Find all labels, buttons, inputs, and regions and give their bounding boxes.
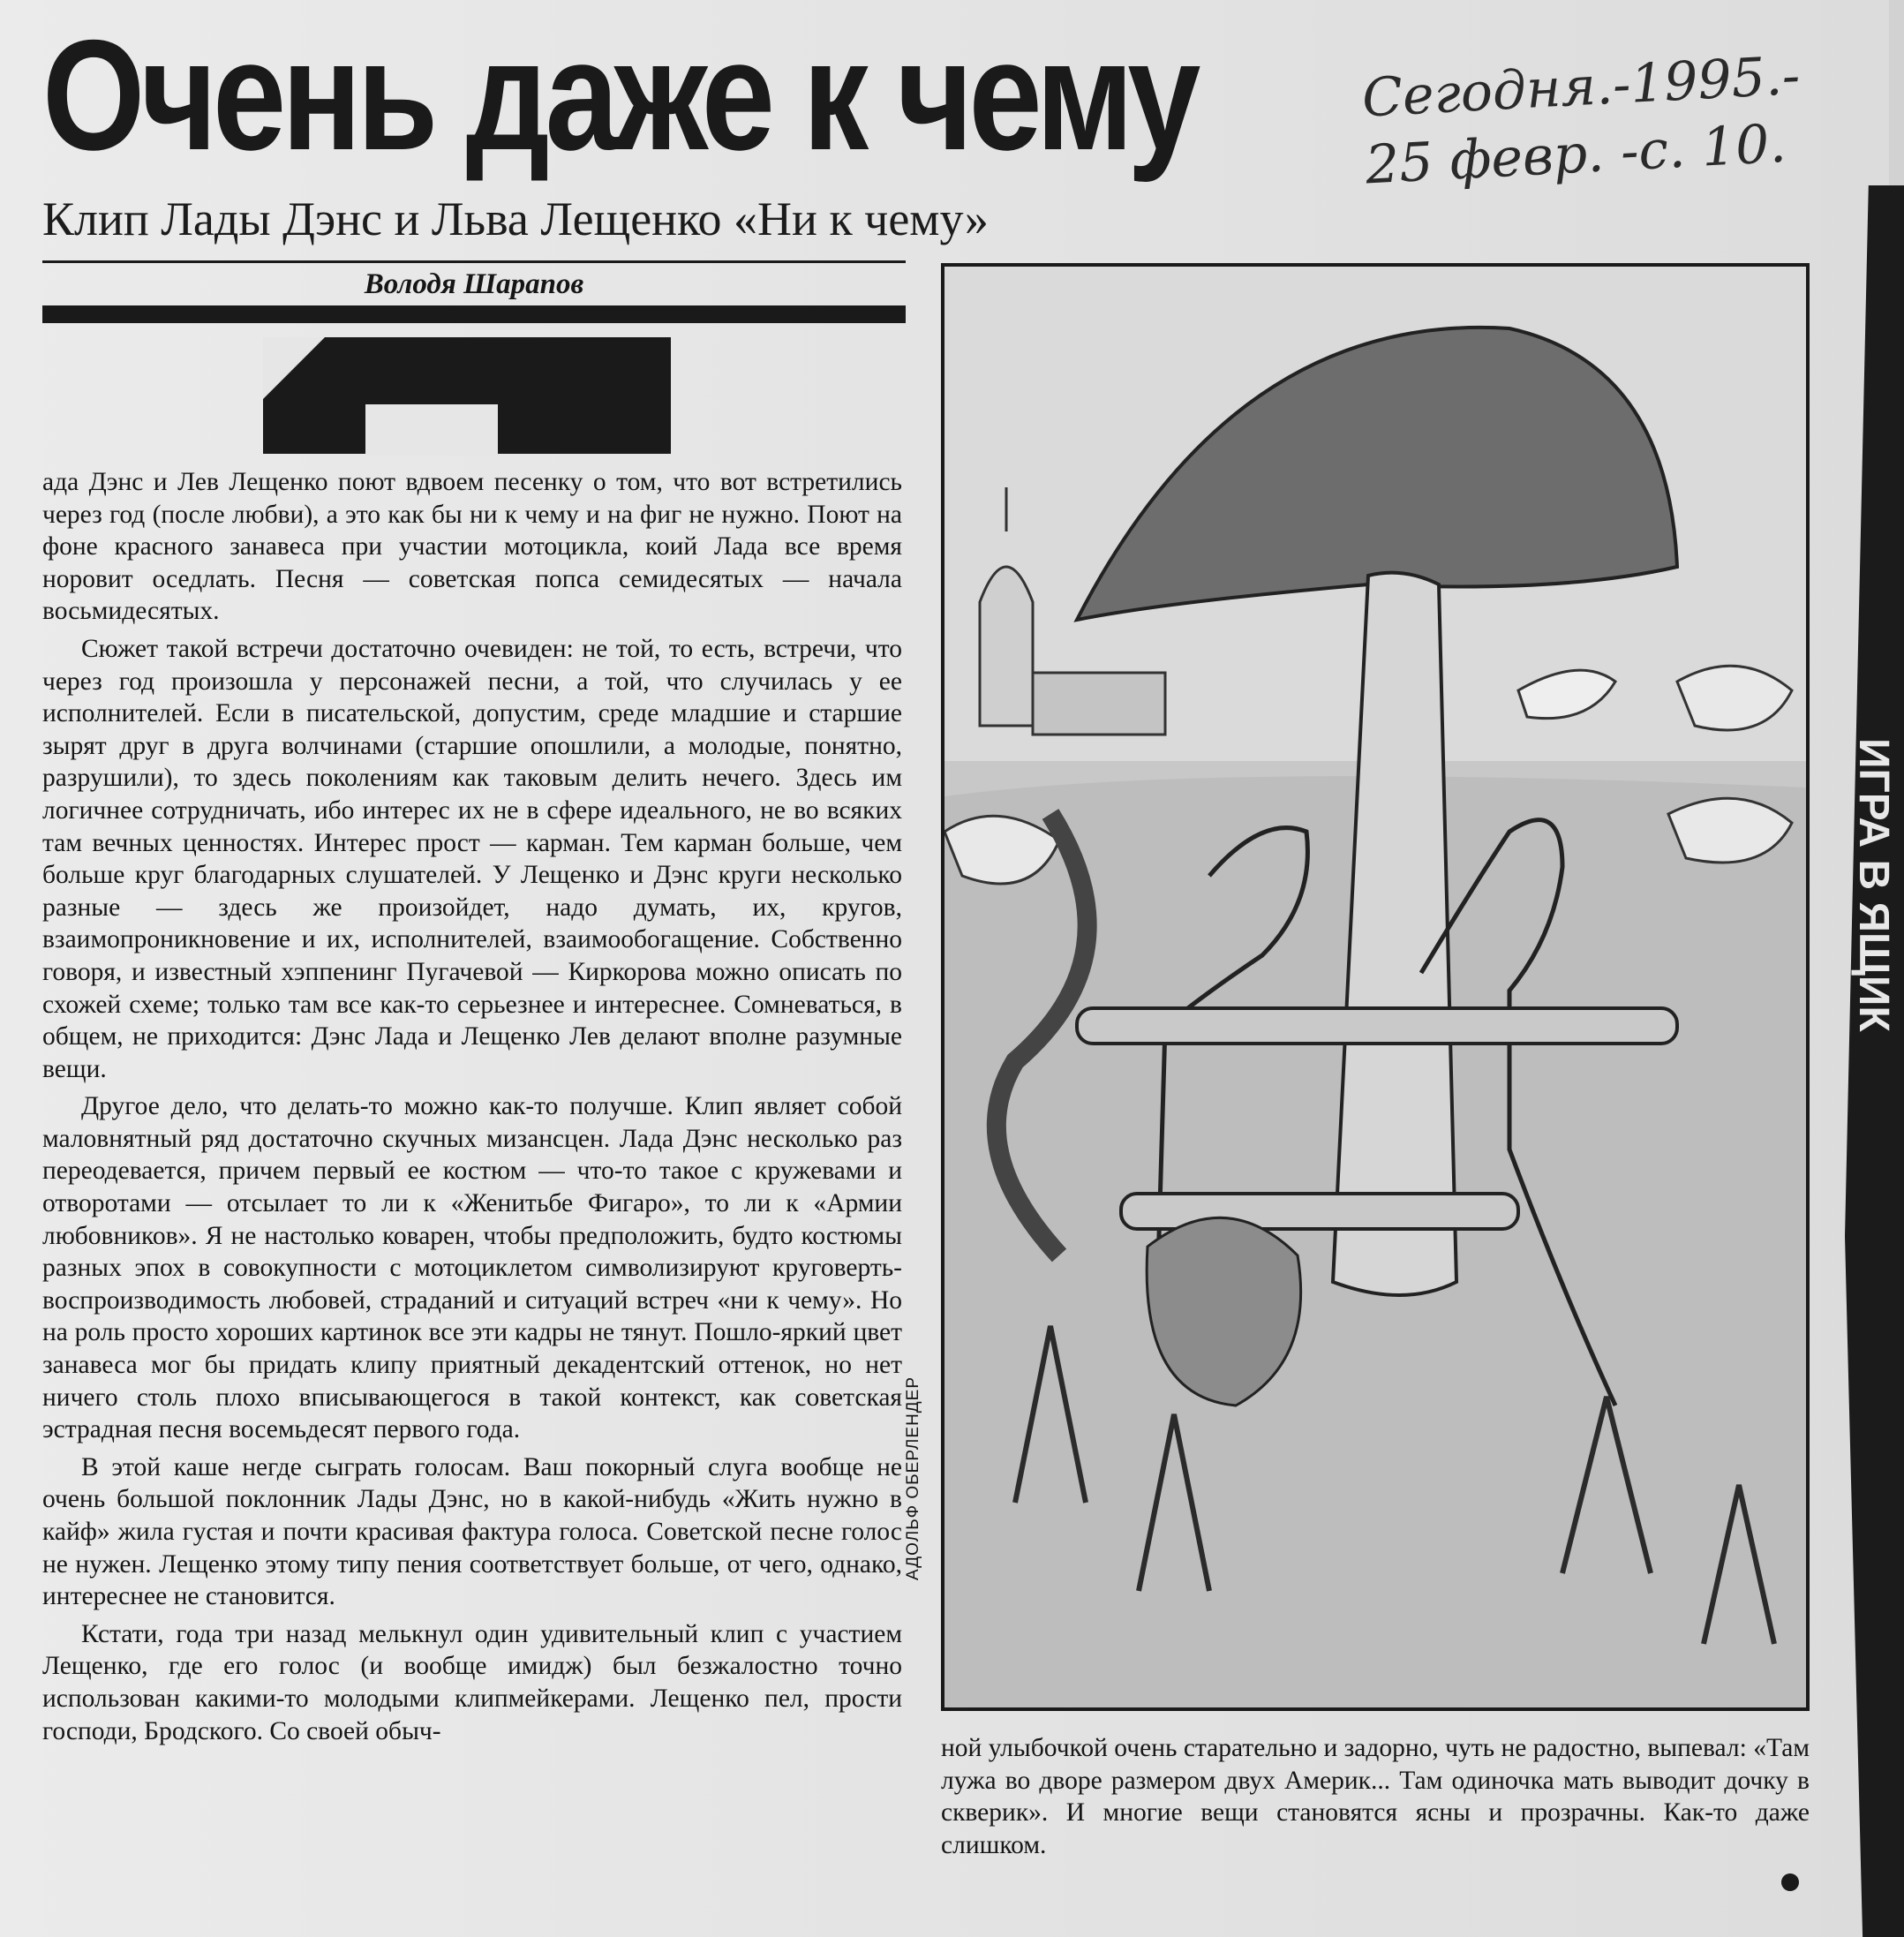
article-continuation: ной улыбочкой очень старательно и задорно, чуть не радостно, выпевал: «Там лужа во дворе размером двух Америк... Там одиночка мать выводит дочку в скверик». И многие вещи становятся ясны и прозрачны. Как-то даже слишком.: [941, 1734, 1810, 1859]
handwritten-note-line1: Сегодня.-1995.-: [1360, 44, 1802, 130]
article-body: [42, 466, 902, 1914]
subtitle: Клип Лады Дэнс и Льва Лещенко «Ни к чему»: [42, 192, 989, 245]
divider-thin: [42, 260, 906, 263]
paragraph: ада Дэнс и Лев Лещенко поют вдвоем песенку о том, что вот встретились через год (после любви), а это как бы ни к чему и на фиг не нужно. Поют на фоне красного занавеса при участии мотоцикла, коий Лада все время норовит оседлать. Песня — советская попса семидесятых — начала восьмидесятых.: [42, 468, 902, 626]
divider-thick: [42, 305, 906, 323]
page-edge: [1889, 0, 1904, 185]
headline: Очень даже к чему: [42, 7, 1197, 183]
illustration-credit: [904, 1541, 943, 1580]
illustration-drawing: [944, 267, 1806, 1707]
paragraph: Кстати, года три назад мелькнул один удивительный клип с участием Лещенко, где его голос (и вообще имидж) был безжалостно точно использован какими-то молодыми клипмейкерами. Лещенко пел, прости господи, Бродского. Со своей обыч-: [42, 1619, 902, 1745]
paragraph: Сюжет такой встречи достаточно очевиден: не той, то есть, встречи, что через год произошла у персонажей песни, а той, что случилась у ее исполнителей. Если в писательской, допустим, среде младшие и старшие зырят друг в друга волчинами (старшие опошлили, а молодые, понятно, разрушили), то здесь поколениям как таковым делить нечего. Здесь им логичнее сотрудничать, ибо интерес их не в сфере идеального, не во всяких там вечных ценностях. Интерес прост — карман. Тем карман больше, чем больше круг благодарных слушателей. У Лещенко и Дэнс круги несколько разные — здесь же произойдет, надо думать, их, кругов, взаимопроникновение и их, исполнителей, взаимообогащение. Собственно говоря, и известный хэппенинг Пугачевой — Киркорова можно описать по схожей схеме; только там все как-то серьезнее и интереснее. Сомневаться, в общем, не приходится: Дэнс Лада и Лещенко Лев делают вполне разумные вещи.: [42, 634, 902, 1083]
handwritten-note-line2: 25 февр. -с. 10.: [1364, 112, 1788, 197]
section-label: [1859, 738, 1898, 777]
end-mark: [1781, 1873, 1799, 1891]
paragraph: В этой каше негде сыграть голосам. Ваш покорный слуга вообще не очень большой поклонник Лады Дэнс, но в какой-нибудь «Жить нужно в кайф» жила густая и почти красивая фактура голоса. Советской песне голос не нужен. Лещенко этому типу пения соответствует больше, от чего, однако, интереснее не становится.: [42, 1452, 902, 1611]
paragraph: Другое дело, что делать-то можно как-то получше. Клип являет собой маловнятный ряд достаточно скучных мизансцен. Лада Дэнс несколько раз переодевается, причем первый ее костюм — что-то такое с кружевами и отворотами — отсылает то ли к «Женитьбе Фигаро», то ли к «Армии любовников». Я не настолько коварен, чтобы предположить, будто костюмы разных эпох в совокупности с мотоциклетом символизируют круговерть-воспроизводимость любовей, страданий и ситуаций встреч «ни к чему». Но на роль просто хороших картинок все эти кадры не тянут. Пошло-яркий цвет занавеса мог бы придать клипу приятный декадентский оттенок, но нет ничего столь плохо вписывающегося в такой контекст, как советская эстрадная песня восемьдесят первого года.: [42, 1092, 902, 1444]
byline: Володя Шарапов: [364, 268, 584, 300]
handwritten-note: [1360, 41, 1826, 207]
illustration-mushroom: [941, 263, 1810, 1711]
drop-cap-notch: [365, 404, 498, 456]
